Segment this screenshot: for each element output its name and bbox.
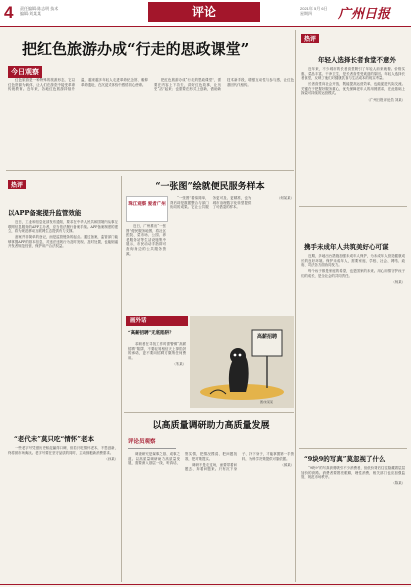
left-body: [8, 220, 118, 425]
right-lower-paragraph: 每个孩子都是家庭的希望，也是国家的未来。用心用情守护孩子们的成长，是全社会的共同责任。: [301, 269, 405, 278]
cartoon-caption-body: [128, 342, 186, 402]
center-column-badge: 珠江观察 爱者广州: [128, 202, 166, 207]
page-number: 4: [4, 3, 14, 22]
left-sub-paragraph: 一些老字号凭借历史积淀赢得口碑，但若只吃情怀老本，不思创新，终将被市场淘汰。老字号要在坚守品质的同时，主动拥抱新消费需求。: [8, 446, 118, 455]
lead-divider: [6, 170, 294, 171]
right-divider-2: [299, 448, 407, 449]
hot-tag-left: 热评: [8, 180, 26, 189]
left-paragraph: 备案并非简单的登记，而是监管链条的起点。通过备案，监管部门能够掌握APP的基本信息，对违法违规行为及时发现、及时处置，也能倒逼开发者规范经营，保护用户合法权益。: [8, 235, 118, 249]
center-paragraph: 近日，广州推出“一张图”便民服务地图，将社区医院、菜市场、公园、养老服务站等生活设施集中展示，市民动动手指即可查询身边的公共服务资源。: [126, 224, 166, 256]
right-lower-paragraph-2: “9块9”的写真套餐吸引不少消费者，但低价背后往往隐藏着层层加价的套路。消费者要擦亮眼睛，理性消费，相关部门也应加强监管，规范市场秩序。: [301, 466, 405, 480]
left-paragraph: 近日，工业和信息化部发布通知，要求在中华人民共和国境内从事互联网信息服务的APP主办者，应当依法履行备案手续。APP备案制度的建立，将为规范移动互联网生态提供有力支撑。: [8, 220, 118, 234]
center-paragraph: “一张图”看似简单，背后却是数据整合与部门协同的成果。它让公共服务更可及、更精准，也为城市治理数字化转型提供了可借鉴的样本。: [170, 196, 252, 210]
bottom-paragraph: 调研不是走过场，而要带着问题去、奔着问题来。只有沉下身子、扑下身子，才能掌握第一手资料，为科学决策提供可靠依据。: [185, 452, 294, 472]
right-lower-paragraph: 近期，多地出台措施加强未成年人保护，为未成年人营造健康成长的良好环境。保护未成年人，需要家庭、学校、社会、网络、政府、司法各方面协同发力。: [301, 254, 405, 268]
cartoon-artist: 图/朱某某: [260, 400, 274, 404]
top-divider: [0, 26, 411, 27]
lead-column-tag: 今日观察: [8, 66, 42, 78]
bottom-headline: 以高质量调研助力高质量发展: [152, 421, 270, 431]
right-body: [301, 67, 405, 202]
center-column-badge-box: [126, 196, 168, 222]
center-headline: “一张图”绘就便民服务样本: [155, 182, 265, 192]
bottom-paragraph: 调查研究是谋事之基、成事之道。以高质量调研助力高质量发展，需要深入基层一线，听真话、察实情，把情况摸清、把问题找准，把对策提实。: [128, 452, 237, 466]
lead-headline: 把红色旅游办成“行走的思政课堂”: [22, 40, 250, 58]
bottom-column-tag: 评论员观察: [128, 436, 176, 449]
center-body-a: [126, 224, 166, 310]
hot-tag-right: 热评: [301, 34, 319, 43]
issue-date: 2021年 5月 6日 星期四: [300, 6, 328, 16]
right-headline: 年轻人选择长者食堂不意外: [318, 56, 396, 64]
right-lower-body-2: [301, 466, 405, 580]
right-lower-headline-2: “9块9的写真”莫忽视了什么: [304, 455, 386, 463]
editor-notes: 责任编辑:陈志明 技术编辑:刘某某: [20, 6, 59, 16]
lead-body: [8, 78, 294, 166]
right-divider-1: [299, 206, 407, 207]
section-tab: 评论: [148, 2, 260, 22]
left-subheadline: “老代未”莫只吃“情怀”老本: [14, 435, 94, 443]
cartoon-sign-text: 高薪招聘: [256, 334, 277, 340]
right-lower-byline: （杨某）: [391, 279, 405, 284]
right-paragraph: 近年来，不少城市的长者食堂吸引了年轻人前来就餐。价格实惠、菜品丰富、干净卫生，是长者食堂受欢迎的原因。年轻人选择长者食堂，反映了他们对健康饮食与生活成本的现实考量。: [301, 67, 405, 81]
center-body-b: [170, 196, 294, 310]
right-paragraph: 长者食堂向社会开放，既能提高运营效率，也能促进代际交流。关键在于把握好服务重心，优先保障老年人的用餐需求，在此基础上探索可持续的运营模式。: [301, 82, 405, 96]
cartoon-label: 画外话: [126, 316, 188, 326]
cartoon-illustration: [190, 316, 294, 408]
newspaper-logo: 广州日报: [338, 7, 391, 22]
bottom-byline: （薛某）: [280, 462, 294, 467]
lead-paragraph: 把红色旅游办成“行走的思政课堂”，需要在内容上下功夫，讲好红色故事，让历史“活”起来；也需要在形式上创新，借助新技术新手段，增强互动性与参与感，让红色基因代代相传。: [154, 78, 294, 92]
cartoon-drawing: [190, 316, 294, 408]
right-lower-headline: 携手未成年人共筑美好心可谋: [304, 243, 389, 251]
cartoon-caption-title: “高薪招聘”无底陷阱？: [128, 331, 174, 336]
left-sub-body: [8, 446, 118, 580]
bottom-body: [128, 452, 294, 580]
right-lower-byline-2: （陈某）: [391, 481, 405, 486]
left-sub-byline: （孙某）: [104, 456, 118, 461]
column-divider-left: [121, 176, 122, 582]
left-headline: 以APP备案提升监管效能: [8, 209, 82, 217]
bottom-rule: [0, 584, 411, 585]
cartoon-caption-paragraph: 求职者在寻找工作时需警惕“高薪招聘”陷阱，不要轻易相信天上掉馅饼的承诺，更不要向招聘方缴纳任何费用。: [128, 342, 186, 360]
cartoon-credit: （朱某）: [172, 361, 186, 366]
right-lower-body: [301, 254, 405, 444]
center-byline: （何某某）: [277, 196, 294, 200]
right-byline: （广州日报评论员 刘某）: [366, 97, 405, 102]
lead-paragraph: 红色旅游是一种特殊的旅游形态，它以红色资源为载体，让人们在游览中接受革命传统教育。近年来，各地红色旅游持续升温，越来越多年轻人走进革命纪念馆、瞻仰革命遗址，在沉浸式体验中感悟初心使命。: [8, 78, 148, 92]
center-divider: [124, 412, 294, 413]
column-divider: [295, 30, 296, 582]
